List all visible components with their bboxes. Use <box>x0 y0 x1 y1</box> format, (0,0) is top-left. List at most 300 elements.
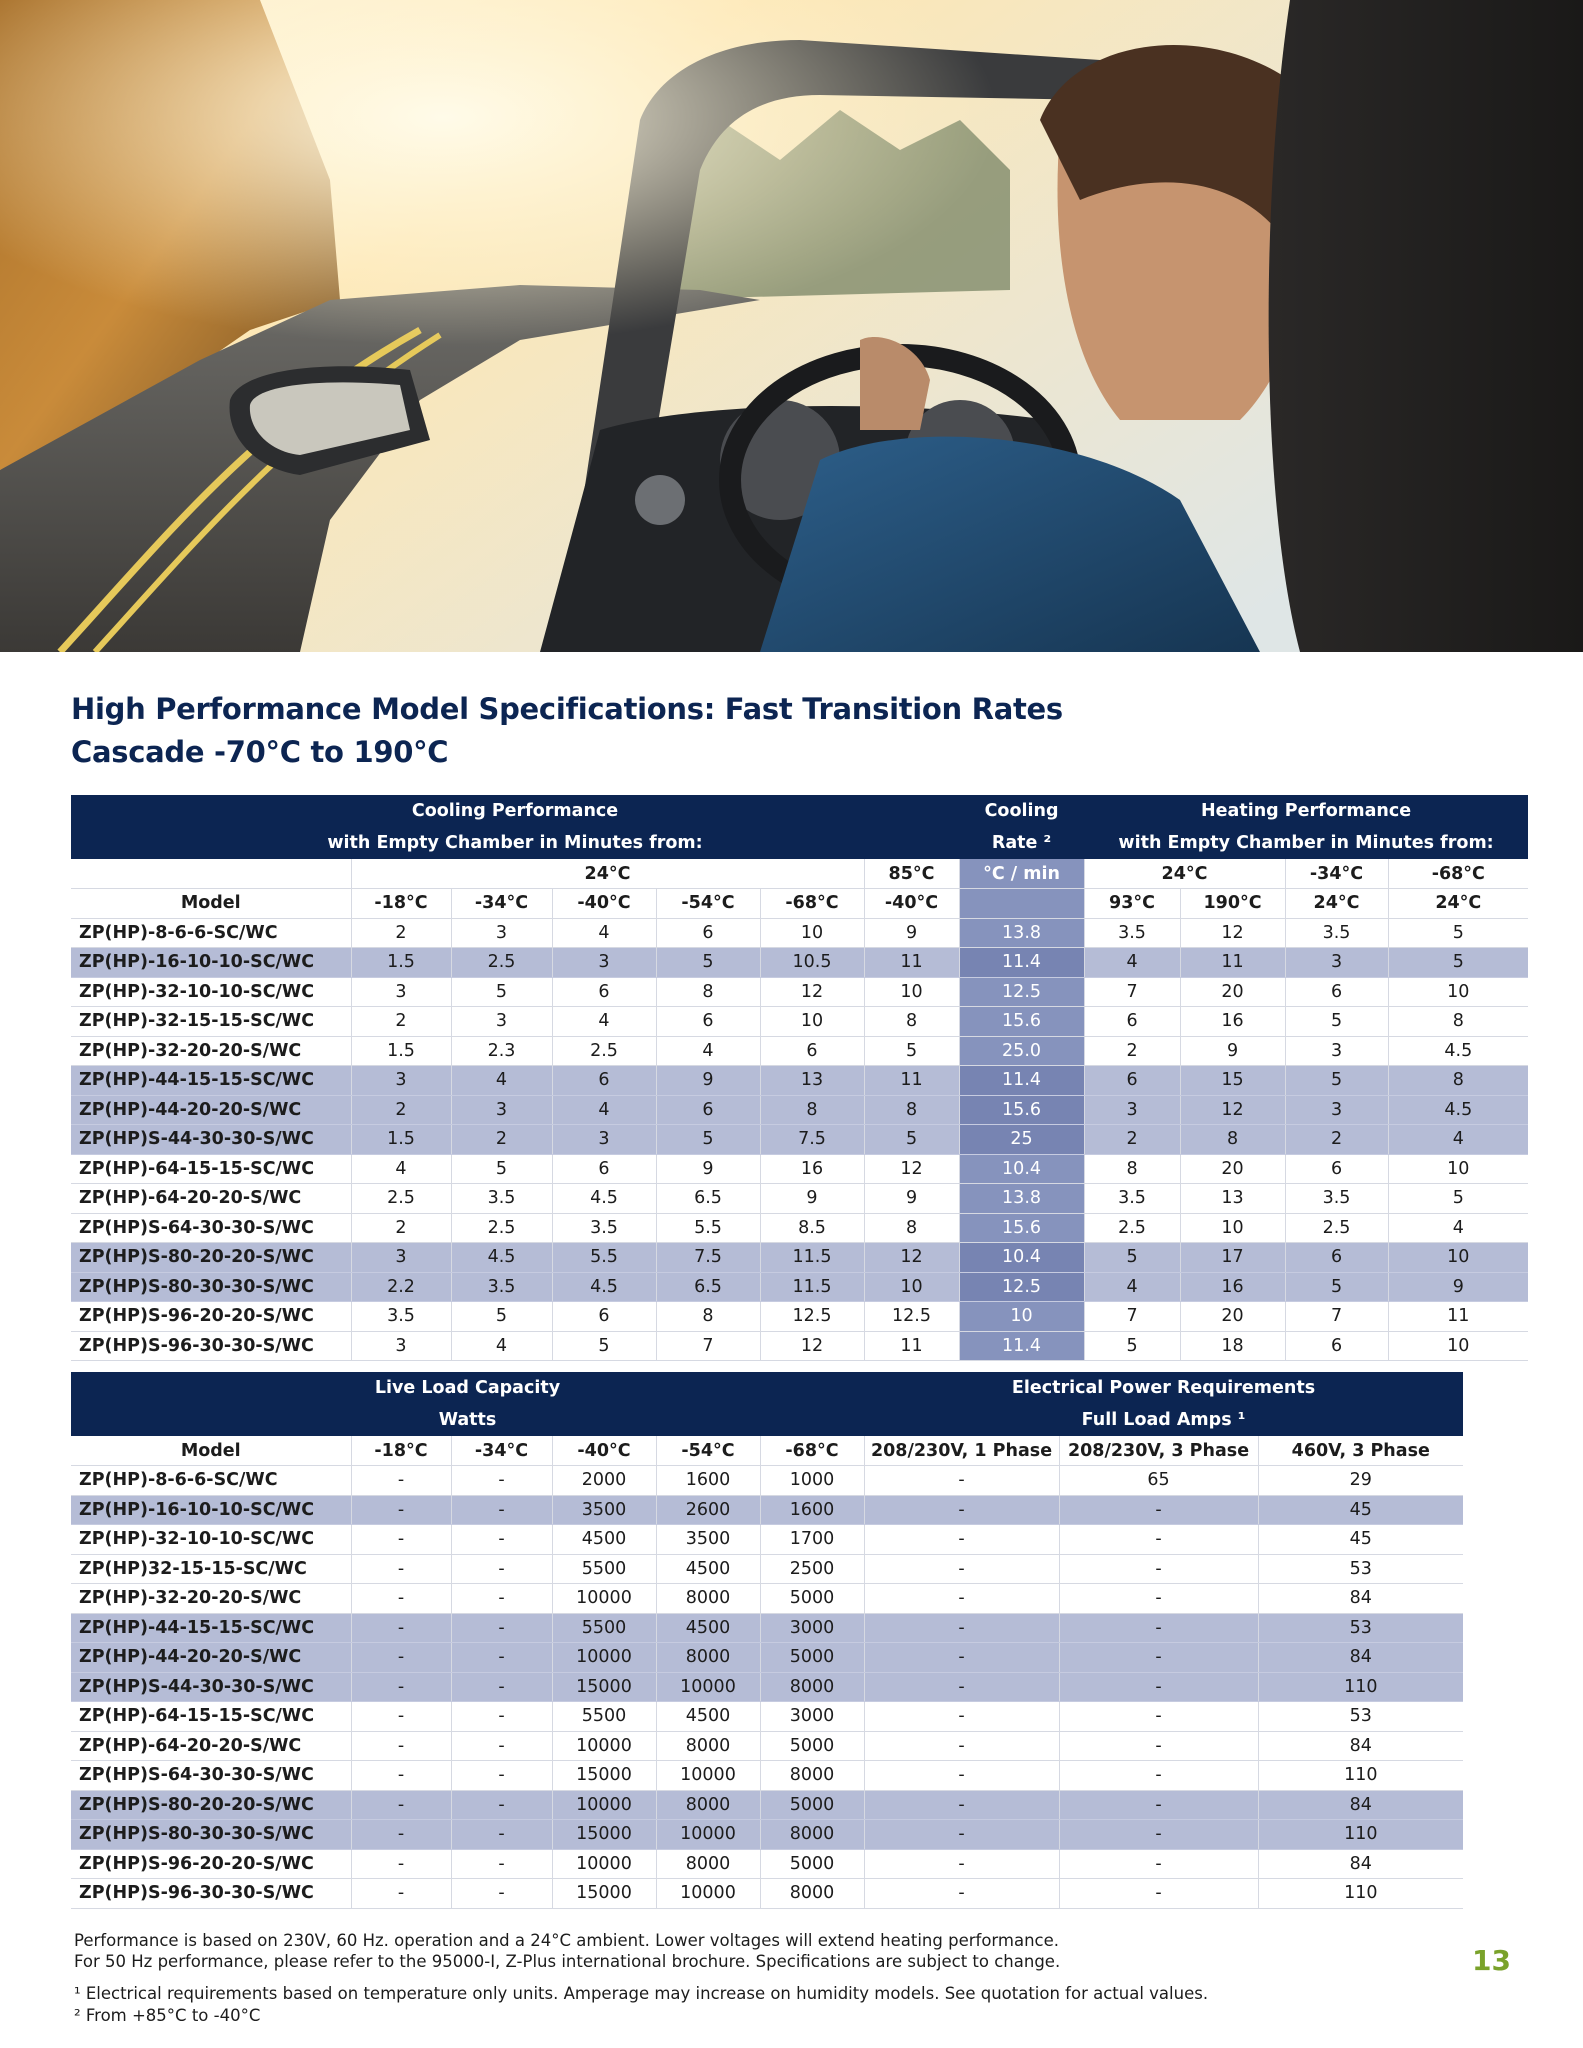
table-cell: - <box>451 1790 552 1820</box>
table-cell: 8000 <box>656 1643 760 1673</box>
table-cell: 8000 <box>760 1879 864 1909</box>
table-row <box>71 1790 1463 1820</box>
table-cell: - <box>864 1731 1059 1761</box>
table-cell: 5 <box>1285 1272 1388 1302</box>
table-cell: 10 <box>760 1007 864 1037</box>
cooling-rate-value: 13.8 <box>959 1184 1084 1214</box>
table-cell: 9 <box>656 1154 760 1184</box>
table-cell: 8 <box>1180 1125 1285 1155</box>
table-cell: 8000 <box>760 1761 864 1791</box>
table-cell: 1.5 <box>351 948 451 978</box>
table-cell: 8.5 <box>760 1213 864 1243</box>
table-cell: 7.5 <box>656 1243 760 1273</box>
table-cell: 4 <box>451 1066 552 1096</box>
table-row <box>71 1613 1463 1643</box>
table-cell: 4 <box>656 1036 760 1066</box>
table-cell: - <box>451 1554 552 1584</box>
table-cell: 10 <box>1388 1154 1528 1184</box>
table-row <box>71 1820 1463 1850</box>
table-cell: 2 <box>451 1125 552 1155</box>
table-cell: 6 <box>1084 1007 1180 1037</box>
table-cell: 10000 <box>656 1820 760 1850</box>
model-name: ZP(HP)-8-6-6-SC/WC <box>71 918 351 948</box>
cooling-rate-value: 25 <box>959 1125 1084 1155</box>
table-row <box>71 1036 1528 1066</box>
table-cell: 53 <box>1258 1554 1463 1584</box>
table-row <box>71 1154 1528 1184</box>
table-cell: 53 <box>1258 1702 1463 1732</box>
table-cell: - <box>351 1643 451 1673</box>
table-cell: 4 <box>1388 1125 1528 1155</box>
cooling-rate-value: 25.0 <box>959 1036 1084 1066</box>
load-column-header: 208/230V, 1 Phase <box>864 1436 1059 1466</box>
table-cell: 5.5 <box>552 1243 656 1273</box>
table-cell: 5000 <box>760 1643 864 1673</box>
model-name: ZP(HP)-32-10-10-SC/WC <box>71 1525 351 1555</box>
model-name: ZP(HP)S-96-30-30-S/WC <box>71 1331 351 1361</box>
table-cell: 9 <box>864 918 959 948</box>
load-header-row-1 <box>71 1372 1463 1404</box>
table-cell: 3.5 <box>1084 1184 1180 1214</box>
table-cell: 8 <box>656 977 760 1007</box>
table-cell: 6 <box>552 977 656 1007</box>
table-cell: 4 <box>552 918 656 948</box>
page-subtitle: Cascade -70°C to 190°C <box>71 735 449 769</box>
table-cell: 8 <box>864 1095 959 1125</box>
table-row <box>71 1584 1463 1614</box>
perf-column-header <box>959 889 1084 919</box>
table-cell: - <box>864 1554 1059 1584</box>
table-cell: - <box>351 1879 451 1909</box>
table-cell: - <box>351 1761 451 1791</box>
table-row <box>71 1849 1463 1879</box>
table-cell: - <box>451 1466 552 1496</box>
table-cell: 8 <box>864 1213 959 1243</box>
table-cell: 110 <box>1258 1761 1463 1791</box>
table-cell: - <box>864 1525 1059 1555</box>
table-cell: 12.5 <box>864 1302 959 1332</box>
footnote-2: ² From +85°C to -40°C <box>74 2006 261 2025</box>
table-cell: 3000 <box>760 1613 864 1643</box>
table-row <box>71 1007 1528 1037</box>
table-cell: 10.5 <box>760 948 864 978</box>
load-column-header: -18°C <box>351 1436 451 1466</box>
table-cell: 10000 <box>552 1731 656 1761</box>
table-cell: 5 <box>1285 1007 1388 1037</box>
table-cell: 1000 <box>760 1466 864 1496</box>
table-cell: 4500 <box>656 1613 760 1643</box>
table-cell: - <box>351 1525 451 1555</box>
table-cell: 12 <box>864 1243 959 1273</box>
table-cell: 10 <box>1388 977 1528 1007</box>
table-cell: 16 <box>760 1154 864 1184</box>
model-name: ZP(HP)32-15-15-SC/WC <box>71 1554 351 1584</box>
perf-column-header: -18°C <box>351 889 451 919</box>
table-cell: - <box>451 1761 552 1791</box>
model-name: ZP(HP)-32-15-15-SC/WC <box>71 1007 351 1037</box>
table-cell: - <box>864 1584 1059 1614</box>
page-number: 13 <box>1472 1944 1511 1977</box>
heat-from-24: 24°C <box>1084 859 1285 889</box>
load-electrical-table <box>71 1372 1463 1909</box>
table-row <box>71 1525 1463 1555</box>
table-cell: - <box>351 1613 451 1643</box>
table-cell: 29 <box>1258 1466 1463 1496</box>
table-cell: 5 <box>656 948 760 978</box>
cooling-rate-value: 12.5 <box>959 1272 1084 1302</box>
table-cell: 15000 <box>552 1820 656 1850</box>
cooling-rate-value: 12.5 <box>959 977 1084 1007</box>
table-cell: 5 <box>1388 948 1528 978</box>
table-cell: 2.5 <box>552 1036 656 1066</box>
table-cell: 11 <box>864 1331 959 1361</box>
cooling-rate-value: 15.6 <box>959 1095 1084 1125</box>
table-cell: 8 <box>1388 1066 1528 1096</box>
table-cell: 8 <box>656 1302 760 1332</box>
table-cell: 6 <box>1285 1154 1388 1184</box>
table-cell: 20 <box>1180 977 1285 1007</box>
table-cell: 4 <box>552 1095 656 1125</box>
perf-column-header-row <box>71 889 1528 919</box>
table-cell: 2.5 <box>1084 1213 1180 1243</box>
table-cell: - <box>451 1613 552 1643</box>
table-cell: 5000 <box>760 1790 864 1820</box>
table-cell: 8000 <box>656 1584 760 1614</box>
rate-unit: °C / min <box>959 859 1084 889</box>
table-cell: 2 <box>1084 1125 1180 1155</box>
table-cell: - <box>351 1554 451 1584</box>
table-cell: - <box>1059 1820 1258 1850</box>
page-title: High Performance Model Specifications: Fast Transition Rates <box>71 692 1063 726</box>
table-cell: 3.5 <box>451 1184 552 1214</box>
table-cell: 16 <box>1180 1272 1285 1302</box>
cooling-rate-value: 15.6 <box>959 1007 1084 1037</box>
table-cell: 2.5 <box>451 948 552 978</box>
table-row <box>71 918 1528 948</box>
load-column-header: Model <box>71 1436 351 1466</box>
table-cell: 12 <box>1180 918 1285 948</box>
table-cell: 20 <box>1180 1154 1285 1184</box>
table-cell: 8000 <box>760 1672 864 1702</box>
table-cell: 5000 <box>760 1849 864 1879</box>
table-cell: - <box>451 1879 552 1909</box>
cooling-rate-value: 11.4 <box>959 1331 1084 1361</box>
table-cell: 10 <box>864 1272 959 1302</box>
table-cell: 4.5 <box>552 1184 656 1214</box>
table-cell: 10 <box>1180 1213 1285 1243</box>
model-name: ZP(HP)S-44-30-30-S/WC <box>71 1125 351 1155</box>
table-cell: - <box>351 1731 451 1761</box>
table-cell: 4 <box>552 1007 656 1037</box>
table-row <box>71 1302 1528 1332</box>
model-name: ZP(HP)-64-15-15-SC/WC <box>71 1702 351 1732</box>
table-cell: 6 <box>1285 1331 1388 1361</box>
table-cell: 4 <box>1084 1272 1180 1302</box>
table-cell: - <box>1059 1495 1258 1525</box>
model-name: ZP(HP)S-80-30-30-S/WC <box>71 1272 351 1302</box>
table-cell: - <box>1059 1702 1258 1732</box>
table-cell: 3000 <box>760 1702 864 1732</box>
table-cell: 1700 <box>760 1525 864 1555</box>
table-cell: 3.5 <box>351 1302 451 1332</box>
table-cell: 11.5 <box>760 1272 864 1302</box>
load-column-header: 460V, 3 Phase <box>1258 1436 1463 1466</box>
load-column-header-row <box>71 1436 1463 1466</box>
perf-column-header: -40°C <box>552 889 656 919</box>
perf-column-header: -54°C <box>656 889 760 919</box>
table-cell: 4 <box>351 1154 451 1184</box>
table-cell: 12 <box>760 977 864 1007</box>
table-cell: 1600 <box>656 1466 760 1496</box>
table-cell: - <box>451 1820 552 1850</box>
table-cell: 6.5 <box>656 1184 760 1214</box>
table-cell: 8 <box>1084 1154 1180 1184</box>
table-row <box>71 1066 1528 1096</box>
table-cell: - <box>864 1702 1059 1732</box>
table-cell: 10000 <box>656 1672 760 1702</box>
model-name: ZP(HP)S-44-30-30-S/WC <box>71 1672 351 1702</box>
table-cell: 5 <box>451 1302 552 1332</box>
table-cell: 5 <box>1084 1331 1180 1361</box>
table-cell: 3 <box>552 948 656 978</box>
table-cell: - <box>1059 1613 1258 1643</box>
model-name: ZP(HP)-16-10-10-SC/WC <box>71 1495 351 1525</box>
load-header-row-2 <box>71 1404 1463 1436</box>
table-cell: 10 <box>864 977 959 1007</box>
table-cell: 2500 <box>760 1554 864 1584</box>
table-cell: 5500 <box>552 1554 656 1584</box>
perf-column-header: Model <box>71 889 351 919</box>
table-cell: 12 <box>1180 1095 1285 1125</box>
table-cell: 53 <box>1258 1613 1463 1643</box>
table-cell: 6.5 <box>656 1272 760 1302</box>
table-cell: 4500 <box>656 1554 760 1584</box>
perf-header-row-1 <box>71 795 1528 827</box>
table-cell: 6 <box>552 1154 656 1184</box>
table-cell: 45 <box>1258 1525 1463 1555</box>
table-cell: 11 <box>1180 948 1285 978</box>
table-cell: - <box>1059 1761 1258 1791</box>
table-cell: 2000 <box>552 1466 656 1496</box>
table-cell: 9 <box>656 1066 760 1096</box>
model-name: ZP(HP)-64-20-20-S/WC <box>71 1731 351 1761</box>
table-cell: 8000 <box>656 1849 760 1879</box>
table-cell: 7 <box>1285 1302 1388 1332</box>
table-cell: - <box>864 1879 1059 1909</box>
table-cell: 5 <box>1388 1184 1528 1214</box>
perf-column-header: 24°C <box>1388 889 1528 919</box>
table-cell: 2 <box>351 1007 451 1037</box>
table-cell: 10000 <box>552 1790 656 1820</box>
table-cell: 3 <box>1285 1095 1388 1125</box>
table-cell: 8 <box>760 1095 864 1125</box>
table-cell: 1.5 <box>351 1036 451 1066</box>
table-cell: 65 <box>1059 1466 1258 1496</box>
model-name: ZP(HP)-64-20-20-S/WC <box>71 1184 351 1214</box>
table-cell: 3500 <box>552 1495 656 1525</box>
performance-table <box>71 795 1528 1361</box>
model-name: ZP(HP)S-96-20-20-S/WC <box>71 1849 351 1879</box>
footnote-1: ¹ Electrical requirements based on temperature only units. Amperage may increase on humidity models. See quotation for actual values. <box>74 1984 1209 2003</box>
load-column-header: -34°C <box>451 1436 552 1466</box>
table-cell: 18 <box>1180 1331 1285 1361</box>
table-cell: 5 <box>1084 1243 1180 1273</box>
perf-column-header: -68°C <box>760 889 864 919</box>
table-cell: 10 <box>760 918 864 948</box>
load-column-header: 208/230V, 3 Phase <box>1059 1436 1258 1466</box>
table-cell: 11 <box>864 948 959 978</box>
table-cell: 17 <box>1180 1243 1285 1273</box>
table-cell: 5500 <box>552 1702 656 1732</box>
cooling-rate-value: 10.4 <box>959 1243 1084 1273</box>
table-cell: 3 <box>1084 1095 1180 1125</box>
cooling-rate-value: 11.4 <box>959 1066 1084 1096</box>
table-cell: - <box>1059 1849 1258 1879</box>
table-cell: 2.2 <box>351 1272 451 1302</box>
perf-from-row <box>71 859 1528 889</box>
cool-from-24: 24°C <box>351 859 864 889</box>
model-name: ZP(HP)S-80-30-30-S/WC <box>71 1820 351 1850</box>
perf-column-header: -40°C <box>864 889 959 919</box>
table-cell: 10000 <box>552 1643 656 1673</box>
table-cell: 6 <box>656 1095 760 1125</box>
model-name: ZP(HP)S-80-20-20-S/WC <box>71 1243 351 1273</box>
table-cell: - <box>351 1849 451 1879</box>
table-cell: 3.5 <box>1285 1184 1388 1214</box>
cooling-performance-subheading: with Empty Chamber in Minutes from: <box>71 827 959 859</box>
table-row <box>71 1466 1463 1496</box>
table-cell: 1.5 <box>351 1125 451 1155</box>
note-line-1: Performance is based on 230V, 60 Hz. operation and a 24°C ambient. Lower voltages will extend heating performance. <box>74 1931 1060 1950</box>
cooling-rate-heading: Cooling <box>959 795 1084 827</box>
table-cell: 3 <box>451 1095 552 1125</box>
table-cell: 110 <box>1258 1879 1463 1909</box>
table-cell: 8 <box>864 1007 959 1037</box>
table-cell: - <box>451 1584 552 1614</box>
electrical-subheading: Full Load Amps ¹ <box>864 1404 1463 1436</box>
note-line-2: For 50 Hz performance, please refer to the 95000-I, Z-Plus international brochure. Specifications are subject to change. <box>74 1952 1061 1971</box>
table-cell: - <box>1059 1672 1258 1702</box>
table-cell: 7 <box>1084 977 1180 1007</box>
heat-from-m34: -34°C <box>1285 859 1388 889</box>
heating-performance-heading: Heating Performance <box>1084 795 1528 827</box>
table-row <box>71 1672 1463 1702</box>
table-cell: - <box>1059 1879 1258 1909</box>
table-cell: - <box>864 1790 1059 1820</box>
table-cell: 45 <box>1258 1495 1463 1525</box>
table-cell: 2 <box>1084 1036 1180 1066</box>
table-cell: 16 <box>1180 1007 1285 1037</box>
table-cell: - <box>451 1672 552 1702</box>
electrical-heading: Electrical Power Requirements <box>864 1372 1463 1404</box>
table-cell: - <box>351 1466 451 1496</box>
table-row <box>71 1184 1528 1214</box>
table-row <box>71 1095 1528 1125</box>
table-cell: 15000 <box>552 1879 656 1909</box>
load-column-header: -68°C <box>760 1436 864 1466</box>
model-name: ZP(HP)-32-20-20-S/WC <box>71 1584 351 1614</box>
model-name: ZP(HP)S-64-30-30-S/WC <box>71 1213 351 1243</box>
model-name: ZP(HP)-32-20-20-S/WC <box>71 1036 351 1066</box>
table-cell: - <box>451 1702 552 1732</box>
table-cell: 84 <box>1258 1584 1463 1614</box>
table-cell: - <box>864 1672 1059 1702</box>
table-cell: - <box>451 1643 552 1673</box>
table-cell: - <box>1059 1584 1258 1614</box>
table-cell: 3.5 <box>552 1213 656 1243</box>
table-cell: - <box>1059 1525 1258 1555</box>
table-cell: 8000 <box>656 1790 760 1820</box>
table-cell: 9 <box>760 1184 864 1214</box>
table-cell: 7.5 <box>760 1125 864 1155</box>
table-cell: 3 <box>351 1243 451 1273</box>
perf-column-header: -34°C <box>451 889 552 919</box>
table-cell: 15000 <box>552 1672 656 1702</box>
table-cell: - <box>864 1820 1059 1850</box>
table-row <box>71 1331 1528 1361</box>
table-cell: 3 <box>451 1007 552 1037</box>
table-cell: 3.5 <box>451 1272 552 1302</box>
hero-photo <box>0 0 1583 652</box>
table-cell: 5500 <box>552 1613 656 1643</box>
table-cell: 4 <box>451 1331 552 1361</box>
table-cell: 3 <box>1285 1036 1388 1066</box>
cooling-rate-value: 10 <box>959 1302 1084 1332</box>
table-row <box>71 1213 1528 1243</box>
cooling-rate-subheading: Rate ² <box>959 827 1084 859</box>
table-cell: 5000 <box>760 1584 864 1614</box>
table-row <box>71 1272 1528 1302</box>
table-cell: 8000 <box>656 1731 760 1761</box>
table-cell: - <box>351 1672 451 1702</box>
table-cell: - <box>864 1613 1059 1643</box>
table-cell: 4.5 <box>552 1272 656 1302</box>
table-cell: 6 <box>656 918 760 948</box>
table-row <box>71 977 1528 1007</box>
table-cell: - <box>1059 1554 1258 1584</box>
table-cell: 5 <box>552 1331 656 1361</box>
table-row <box>71 1554 1463 1584</box>
table-cell: 2 <box>351 918 451 948</box>
model-name: ZP(HP)S-80-20-20-S/WC <box>71 1790 351 1820</box>
table-cell: - <box>351 1495 451 1525</box>
table-cell: 12 <box>760 1331 864 1361</box>
table-cell: 9 <box>1388 1272 1528 1302</box>
table-cell: 4500 <box>656 1702 760 1732</box>
table-cell: 15000 <box>552 1761 656 1791</box>
table-cell: 5000 <box>760 1731 864 1761</box>
table-cell: 9 <box>864 1184 959 1214</box>
table-cell: 3 <box>451 918 552 948</box>
empty-cell <box>71 859 351 889</box>
table-cell: 13 <box>1180 1184 1285 1214</box>
table-cell: 10 <box>1388 1243 1528 1273</box>
table-cell: 8 <box>1388 1007 1528 1037</box>
cooling-rate-value: 13.8 <box>959 918 1084 948</box>
heat-from-m68: -68°C <box>1388 859 1528 889</box>
perf-column-header: 24°C <box>1285 889 1388 919</box>
table-cell: 2.5 <box>1285 1213 1388 1243</box>
table-cell: 2 <box>351 1095 451 1125</box>
model-name: ZP(HP)-32-10-10-SC/WC <box>71 977 351 1007</box>
table-cell: 3500 <box>656 1525 760 1555</box>
table-cell: 6 <box>552 1066 656 1096</box>
table-cell: 3 <box>1285 948 1388 978</box>
model-name: ZP(HP)-44-20-20-S/WC <box>71 1643 351 1673</box>
table-cell: 12.5 <box>760 1302 864 1332</box>
table-cell: 10000 <box>656 1879 760 1909</box>
table-cell: 5 <box>864 1036 959 1066</box>
